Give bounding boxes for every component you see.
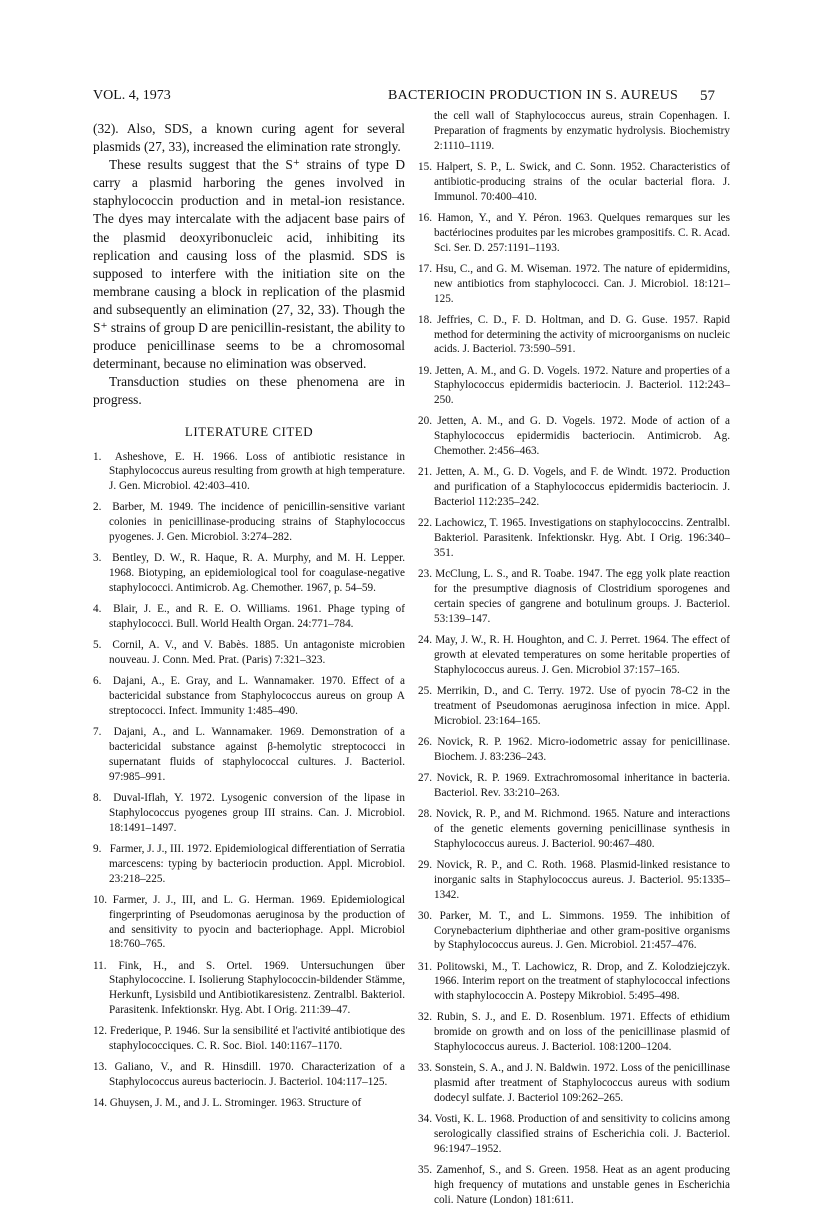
reference-item xyxy=(93,638,405,668)
reference-item xyxy=(93,551,405,596)
reference-number: 19. xyxy=(418,364,432,377)
reference-item xyxy=(418,1061,730,1106)
reference-text: Bentley, D. W., R. Haque, R. A. Murphy, and M. H. Lepper. 1968. Biotyping, an epidemiological tool for coagulase-negative staphylococci. Antimicrob. Ag. Chemother. 1967, p. 54–59. xyxy=(107,552,405,595)
reference-text: Dajani, A., and L. Wannamaker. 1969. Demonstration of a bactericidal substance against β-hemolytic streptococci in supernatant fluids of staphylococcal cultures. J. Bacteriol. 97:985–991. xyxy=(107,726,405,783)
reference-number: 27. xyxy=(418,771,432,784)
reference-text: Rubin, S. J., and E. D. Rosenblum. 1971. Effects of ethidium bromide on growth and on loss of the penicillinase plasmid of Staphylococcus aureus. J. Bacteriol. 108:1200–1204. xyxy=(432,1011,730,1054)
reference-item xyxy=(93,500,405,545)
reference-item xyxy=(93,674,405,719)
reference-number: 3. xyxy=(93,552,102,565)
reference-number: 9. xyxy=(93,842,102,855)
reference-text: Fink, H., and S. Ortel. 1969. Untersuchungen über Staphylococcine. I. Isolierung Staphylococcin-bildender Stämme, Herkunft, Lysisbild und Antibiotikaresistenz. Zentralbl. Bakteriol. Parasitenk. Infektionskr. Hyg. Abt. I Orig. 211:39–47. xyxy=(107,959,405,1017)
reference-item xyxy=(93,893,405,953)
reference-number: 10. xyxy=(93,893,107,906)
reference-item xyxy=(418,633,730,678)
reference-number: 13. xyxy=(93,1061,107,1074)
reference-text: Farmer, J. J., III, and L. G. Herman. 1969. Epidemiological fingerprinting of Pseudomonas aeruginosa by the production of and sensitivity to pyocin and bacteriophage. Appl. Microbiol 18:760–765. xyxy=(107,893,405,951)
left-column xyxy=(93,120,405,1117)
reference-item xyxy=(418,567,730,627)
body-paragraph: (32). Also, SDS, a known curing agent for several plasmids (27, 33), increased the elimination rate strongly. xyxy=(93,121,405,155)
right-column xyxy=(418,109,730,1214)
reference-text: Jetten, A. M., G. D. Vogels, and F. de Windt. 1972. Production and purification of a Staphylococcus epidermidis bacteriocin. J. Bacteriol 112:235–242. xyxy=(432,466,730,509)
reference-text: McClung, L. S., and R. Toabe. 1947. The egg yolk plate reaction for the presumptive diagnosis of Clostridium sporogenes and certain species of gangrene and botulinum groups. J. Bacteriol. 53:139–147. xyxy=(432,568,730,625)
reference-number: 7. xyxy=(93,726,102,739)
reference-number: 32. xyxy=(418,1011,432,1024)
reference-text: Politowski, M., T. Lachowicz, R. Drop, and Z. Kolodziejczyk. 1966. Interim report on the treatment of staphylococcal infections with staphylococcin A. Postepy Mikrobiol. 5:495–498. xyxy=(432,960,730,1003)
reference-number: 16. xyxy=(418,211,432,224)
reference-text: Vosti, K. L. 1968. Production of and sensitivity to colicins among serologically classified strains of Escherichia coli. J. Bacteriol. 96:1947–1952. xyxy=(432,1113,730,1156)
reference-item xyxy=(418,465,730,510)
reference-item xyxy=(418,858,730,903)
reference-text: Jeffries, C. D., F. D. Holtman, and D. G. Guse. 1957. Rapid method for determining the activity of microorganisms on nucleic acids. J. Bacteriol. 73:590–591. xyxy=(432,313,730,356)
reference-number: 22. xyxy=(418,517,432,530)
reference-number: 14. xyxy=(93,1097,107,1110)
reference-text: Blair, J. E., and R. E. O. Williams. 1961. Phage typing of staphylococci. Bull. World Health Organ. 24:771–784. xyxy=(107,603,405,631)
reference-number: 5. xyxy=(93,639,102,652)
reference-item xyxy=(93,1096,405,1111)
reference-item xyxy=(418,684,730,729)
reference-item xyxy=(418,160,730,205)
reference-number: 21. xyxy=(418,466,432,479)
reference-item xyxy=(418,211,730,256)
reference-number: 28. xyxy=(418,807,432,820)
reference-number: 24. xyxy=(418,633,432,646)
reference-text: Novick, R. P., and M. Richmond. 1965. Nature and interactions of the genetic elements governing penicillinase synthesis in Staphylococcus aureus. J. Bacteriol. 90:467–480. xyxy=(432,807,730,850)
reference-list xyxy=(93,450,405,1112)
reference-text: May, J. W., R. H. Houghton, and C. J. Perret. 1964. The effect of growth at elevated temperatures on some heritable properties of Staphylococcus aureus. J. Gen. Microbiol 37:157–165. xyxy=(432,633,730,676)
reference-text: Parker, M. T., and L. Simmons. 1959. The inhibition of Corynebacterium diphtheriae and other gram-positive organisms by Staphylococcus aureus. J. Gen. Microbiol. 21:457–476. xyxy=(432,909,730,952)
reference-item xyxy=(418,414,730,459)
reference-number: 33. xyxy=(418,1062,432,1075)
reference-item xyxy=(418,313,730,358)
reference-list xyxy=(418,160,730,1208)
reference-number: 18. xyxy=(418,313,432,326)
running-title: BACTERIOCIN PRODUCTION IN S. AUREUS xyxy=(388,88,679,103)
reference-text: Novick, R. P. 1962. Micro-iodometric assay for penicillinase. Biochem. J. 83:236–243. xyxy=(432,735,730,763)
reference-number: 34. xyxy=(418,1113,432,1126)
page-number: 57 xyxy=(700,88,715,104)
reference-number: 29. xyxy=(418,858,432,871)
reference-text: Halpert, S. P., L. Swick, and C. Sonn. 1952. Characteristics of antibiotic-producing strains of the ocular bacterial flora. J. Immunol. 70:400–410. xyxy=(432,160,730,203)
reference-number: 15. xyxy=(418,160,432,173)
reference-text: Zamenhof, S., and S. Green. 1958. Heat as an agent producing high frequency of mutations and unstable genes in Escherichia coli. Nature (London) 181:611. xyxy=(432,1164,730,1206)
reference-number: 11. xyxy=(93,959,107,972)
reference-item xyxy=(418,262,730,307)
reference-number: 8. xyxy=(93,791,102,804)
literature-cited-heading: LITERATURE CITED xyxy=(184,423,314,439)
reference-item xyxy=(93,450,405,495)
reference-text: Novick, R. P. 1969. Extrachromosomal inheritance in bacteria. Bacteriol. Rev. 33:210–263. xyxy=(432,771,730,799)
reference-item xyxy=(93,842,405,887)
reference-text: Barber, M. 1949. The incidence of penicillin-sensitive variant colonies in penicillinase-producing strains of Staphylococcus pyogenes. J. Gen. Microbiol. 3:274–282. xyxy=(107,501,405,544)
reference-text: Farmer, J. J., III. 1972. Epidemiological differentiation of Serratia marcescens: typing by bacteriocin production. Appl. Microbiol. 23:218–225. xyxy=(107,842,405,885)
reference-text: Jetten, A. M., and G. D. Vogels. 1972. Mode of action of a Staphylococcus epidermidis bacteriocin. Antimicrob. Ag. Chemother. 2:456–463. xyxy=(432,415,730,458)
reference-item xyxy=(418,364,730,409)
reference-text: Hsu, C., and G. M. Wiseman. 1972. The nature of epidermidins, new antibiotics from staphylococci. Can. J. Microbiol. 18:121–125. xyxy=(432,262,730,305)
reference-item xyxy=(93,959,405,1019)
reference-text: Cornil, A. V., and V. Babès. 1885. Un antagoniste microbien nouveau. J. Conn. Med. Prat. (Paris) 7:321–323. xyxy=(107,639,405,667)
reference-number: 17. xyxy=(418,262,432,275)
body-paragraph: Transduction studies on these phenomena are in progress. xyxy=(93,374,405,408)
reference-number: 12. xyxy=(93,1025,107,1038)
reference-text: Lachowicz, T. 1965. Investigations on staphylococcins. Zentralbl. Bakteriol. Parasitenk. Infektionskr. Hyg. Abt. I Orig. 196:340–351. xyxy=(432,517,730,560)
reference-item xyxy=(418,1010,730,1055)
reference-text: Ghuysen, J. M., and J. L. Strominger. 1963. Structure of xyxy=(107,1097,362,1110)
reference-item xyxy=(93,1024,405,1054)
reference-number: 6. xyxy=(93,675,102,688)
reference-number: 31. xyxy=(418,960,432,973)
reference-number: 35. xyxy=(418,1164,432,1177)
reference-text: Duval-Iflah, Y. 1972. Lysogenic conversion of the lipase in Staphylococcus pyogenes group III strains. Can. J. Microbiol. 18:1491–1497. xyxy=(107,791,405,834)
reference-number: 26. xyxy=(418,735,432,748)
body-paragraph: These results suggest that the S⁺ strains of type D carry a plasmid harboring the genes involved in staphylococcin production and in metal-ion resistance. The dyes may intercalate with the adjacent base pairs of the plasmid deoxyribonucleic acid, inhibiting its replication and causing loss of the plasmid. SDS is supposed to interfere with the initiation site on the membrane causing a block in replication of the plasmid and subsequently an elimination (27, 32, 33). Though the S⁺ strains of group D are penicillin-resistant, the ability to produce penicillinase seems to be a chromosomal determinant, because no elimination was observed. xyxy=(93,157,406,372)
reference-text: Frederique, P. 1946. Sur la sensibilité et l'activité antibiotique des staphylococciques. C. R. Soc. Biol. 140:1167–1170. xyxy=(107,1025,405,1053)
reference-item xyxy=(93,602,405,632)
reference-text: Merrikin, D., and C. Terry. 1972. Use of pyocin 78-C2 in the treatment of Pseudomonas aeruginosa infection in mice. Appl. Microbiol. 23:164–165. xyxy=(432,684,730,727)
reference-item xyxy=(93,725,405,785)
reference-item xyxy=(418,960,730,1005)
reference-text: Hamon, Y., and Y. Péron. 1963. Quelques remarques sur les bactériocines produites par les microbes grampositifs. C. R. Acad. Sci. Ser. D. 257:1191–1193. xyxy=(432,211,730,254)
reference-text: Galiano, V., and R. Hinsdill. 1970. Characterization of a Staphylococcus aureus bacteriocin. J. Bacteriol. 104:117–125. xyxy=(107,1061,405,1089)
reference-text: Jetten, A. M., and G. D. Vogels. 1972. Nature and properties of a Staphylococcus epidermidis bacteriocin. J. Bacteriol. 112:243–250. xyxy=(432,364,730,407)
reference-text: Asheshove, E. H. 1966. Loss of antibiotic resistance in Staphylococcus aureus resulting from growth at high temperature. J. Gen. Microbiol. 42:403–410. xyxy=(107,450,405,493)
reference-number: 1. xyxy=(93,450,102,463)
reference-item xyxy=(418,1112,730,1157)
reference-item xyxy=(418,909,730,954)
reference-text: Dajani, A., E. Gray, and L. Wannamaker. 1970. Effect of a bactericidal substance from Staphylococcus aureus on group A streptococci. Infect. Immunity 1:485–490. xyxy=(107,675,405,718)
reference-item xyxy=(93,1060,405,1090)
reference-item xyxy=(418,516,730,561)
reference-number: 2. xyxy=(93,501,102,514)
reference-text: Sonstein, S. A., and J. N. Baldwin. 1972. Loss of the penicillinase plasmid after treatment of Staphylococcus aureus with sodium dodecyl sulfate. J. Bacteriol 109:262–265. xyxy=(432,1062,730,1105)
reference-number: 23. xyxy=(418,568,432,581)
reference-continuation: the cell wall of Staphylococcus aureus, strain Copenhagen. I. Preparation of fragments by enzymatic hydrolysis. Biochemistry 2:1110–1119. xyxy=(434,110,730,152)
reference-item xyxy=(418,735,730,765)
reference-text: Novick, R. P., and C. Roth. 1968. Plasmid-linked resistance to inorganic salts in Staphylococcus aureus. J. Bacteriol. 95:1335–1342. xyxy=(432,858,730,901)
reference-number: 20. xyxy=(418,415,432,428)
reference-number: 4. xyxy=(93,603,102,616)
volume-label: VOL. 4, 1973 xyxy=(93,88,171,103)
reference-item xyxy=(418,807,730,852)
reference-item xyxy=(93,791,405,836)
reference-number: 25. xyxy=(418,684,432,697)
reference-number: 30. xyxy=(418,909,432,922)
reference-item xyxy=(418,771,730,801)
reference-item xyxy=(418,1163,730,1208)
